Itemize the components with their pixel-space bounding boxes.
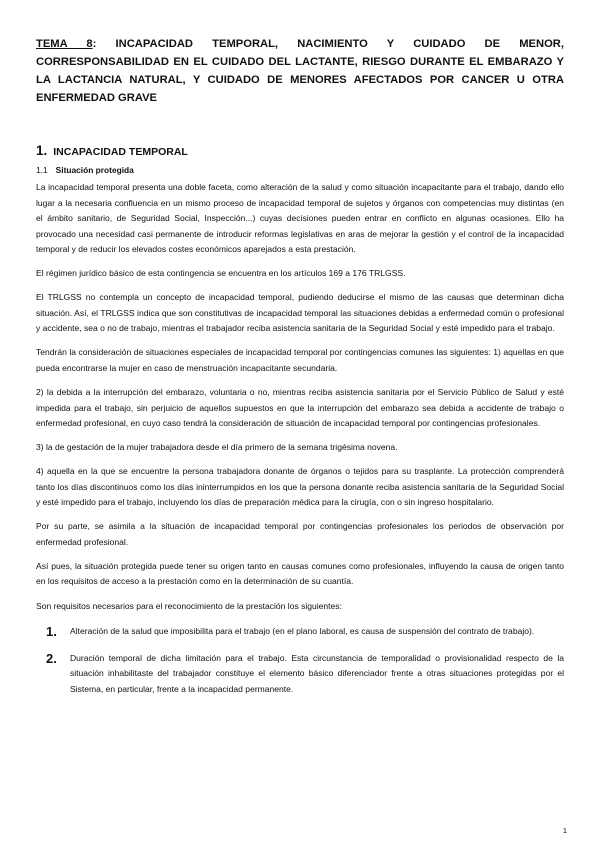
subsection-heading <box>36 165 564 175</box>
paragraph: Son requisitos necesarios para el reconocimiento de la prestación los siguientes: <box>36 600 342 611</box>
paragraph: Por su parte, se asimila a la situación de incapacidad temporal por contingencias profesionales los periodos de observación por enfermedad profesional. <box>36 521 564 547</box>
paragraph: Así pues, la situación protegida puede tener su origen tanto en causas comunes como profesionales, influyendo la causa de origen tanto en los requisitos de acceso a la prestación como en la determinación de su cuantía. <box>36 560 564 587</box>
list-item <box>36 650 564 698</box>
page-content <box>36 35 564 706</box>
subsection-number: 1.1 <box>36 165 48 175</box>
paragraph: La incapacidad temporal presenta una doble faceta, como alteración de la salud y como situación incapacitante para el trabajo, dando ello lugar a la necesaria confluencia en un mismo proceso de incapacidad temporal de sujetos y órganos con competencias muy distintas (en el ámbito sanitario, de Seguridad Social, Inspección...) cuyas decisiones pueden entrar en conflicto en algunas ocasiones. Ello ha provocado una necesidad casi permanente de introducir reformas legislativas en aras de mejorar la gestión y el control de la incapacidad temporal y de reducir los elevados costes económicos aparejados a esta prestación. <box>36 182 564 255</box>
paragraph: 3) la de gestación de la mujer trabajadora desde el día primero de la semana trigésima novena. <box>36 442 398 453</box>
section-number: 1. <box>36 143 48 158</box>
document-title <box>36 35 564 107</box>
list-item-text: Duración temporal de dicha limitación para el trabajo. Esta circunstancia de temporalidad o provisionalidad respecto de la situación inhabilitaste del trabajador constituye el elemento básico diferenciador frente a otras situaciones protegidas por el Sistema, en particular, frente a la incapacidad permanente. <box>70 652 564 694</box>
subsection-title: Situación protegida <box>55 165 134 175</box>
list-item-text: Alteración de la salud que imposibilita para el trabajo (en el plano laboral, es causa de suspensión del contrato de trabajo). <box>70 625 535 636</box>
paragraph: El régimen jurídico básico de esta contingencia se encuentra en los artículos 169 a 176 TRLGSS. <box>36 268 406 279</box>
paragraph: Tendrán la consideración de situaciones especiales de incapacidad temporal por contingencias comunes las siguientes: 1) aquellas en que pueda encontrarse la mujer en caso de menstruación incapacitante secundaria. <box>36 347 564 373</box>
paragraph: 2) la debida a la interrupción del embarazo, voluntaria o no, mientras reciba asistencia sanitaria por el Servicio Público de Salud y esté impedida para el trabajo, sin perjuicio de aquellos supuestos en que la interrupción del embarazo sea debida a accidente de trabajo o enfermedad profesional, en cuyo caso tendrá la consideración de situación de incapacidad temporal por contingencias profesionales. <box>36 387 564 429</box>
list-item <box>36 623 564 641</box>
title-text: : INCAPACIDAD TEMPORAL, NACIMIENTO Y CUIDADO DE MENOR, CORRESPONSABILIDAD EN EL CUIDADO DEL LACTANTE, RIESGO DURANTE EL EMBARAZO Y LA LACTANCIA NATURAL, Y CUIDADO DE MENORES AFECTADOS POR CANCER U OTRA ENFERMEDAD GRAVE <box>36 38 564 104</box>
list-item-number: 2. <box>46 650 57 666</box>
paragraph: El TRLGSS no contempla un concepto de incapacidad temporal, pudiendo deducirse el mismo de las causas que determinan dicha situación. Así, el TRLGSS indica que son constitutivas de incapacidad temporal las situaciones debidas a enfermedad común o profesional y accidente, sea o no de trabajo, mientras el trabajador reciba asistencia sanitaria de la Seguridad Social y esté impedido para el trabajo. <box>36 292 564 334</box>
section-heading <box>36 143 564 158</box>
page-number: 1 <box>562 826 567 835</box>
section-title: INCAPACIDAD TEMPORAL <box>53 146 188 158</box>
paragraph: 4) aquella en la que se encuentre la persona trabajadora donante de órganos o tejidos para su trasplante. La protección comprenderá tanto los días discontinuos como los días ininterrumpidos en los que la persona donante reciba asistencia sanitaria de la Seguridad Social y esté impedido para el trabajo, incluyendo los días de preparación médica para la cirugía, con o sin ingreso hospitalario. <box>36 466 564 508</box>
requirements-list <box>36 623 564 698</box>
title-tema: TEMA 8 <box>36 38 93 50</box>
list-item-number: 1. <box>46 623 57 639</box>
